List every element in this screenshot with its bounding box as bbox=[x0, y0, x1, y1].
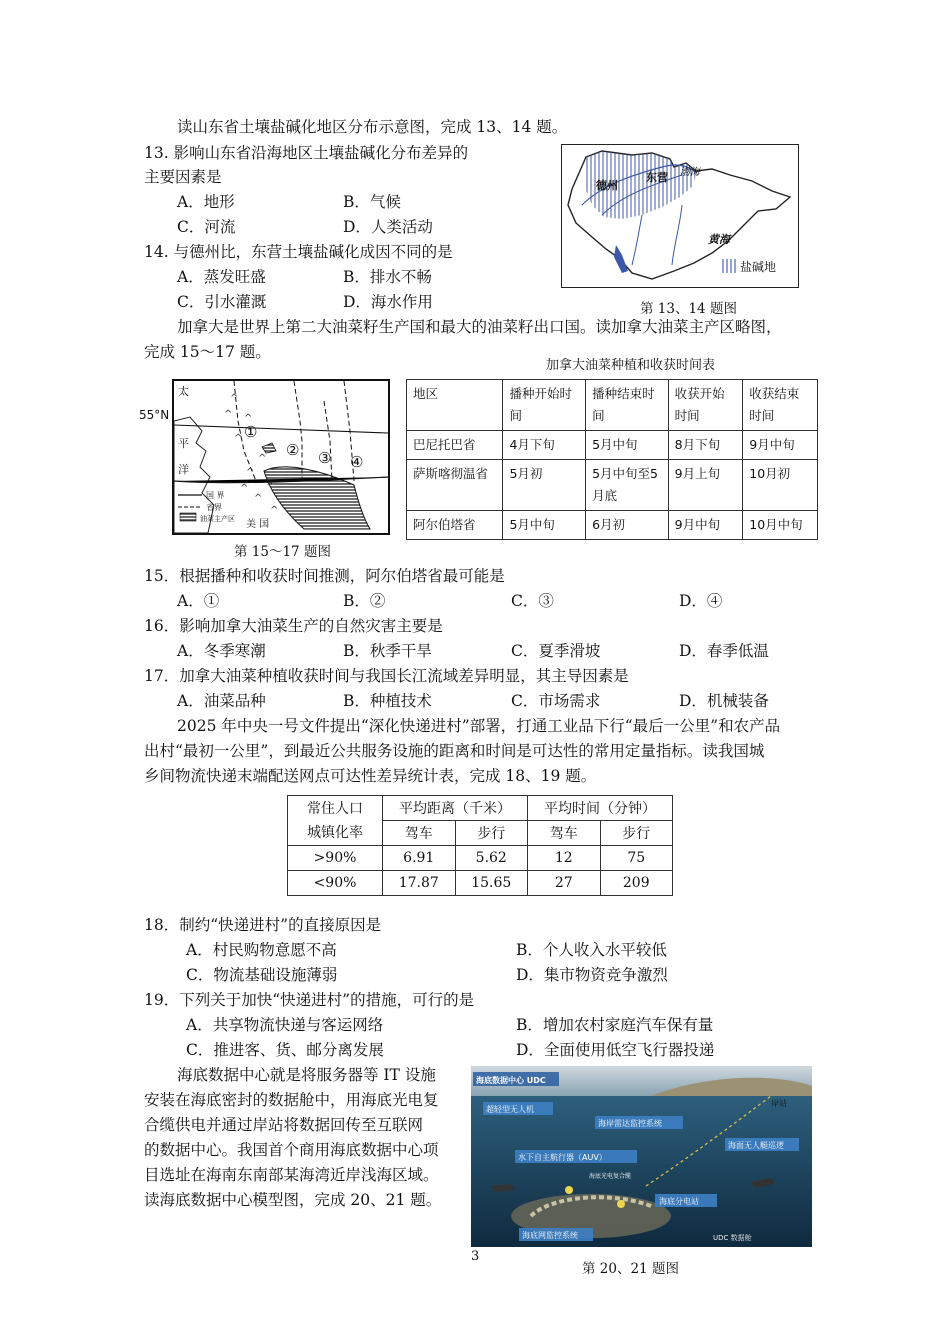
table-cell: 5月初 bbox=[503, 460, 586, 511]
photo-label-monitor: 海底网监控系统 bbox=[522, 1231, 578, 1240]
shandong-saline-map bbox=[561, 144, 799, 288]
table-cell: 5月中旬至5月底 bbox=[586, 460, 669, 511]
table1-header-cell: 地区 bbox=[407, 380, 503, 431]
lat-55n-label: 55°N bbox=[139, 408, 170, 422]
canada-rapeseed-map bbox=[172, 379, 390, 535]
photo-label-usv: 海面无人艇巡逻 bbox=[728, 1141, 784, 1150]
table2-rate-header bbox=[288, 796, 383, 846]
table-cell: 5月中旬 bbox=[503, 511, 586, 540]
table1-title: 加拿大油菜种植和收获时间表 bbox=[546, 358, 716, 373]
legend-rapeseed-label: 油菜主产区 bbox=[200, 515, 235, 523]
q14-option-a: A．蒸发旺盛 bbox=[177, 268, 266, 286]
table1-header-row bbox=[407, 380, 818, 431]
q16-option-c: C．夏季滑坡 bbox=[511, 642, 601, 660]
q17-option-d: D．机械装备 bbox=[679, 692, 769, 710]
huanghai-label: 黄海 bbox=[708, 233, 730, 246]
svg-text:^: ^ bbox=[224, 409, 233, 420]
q13-option-a: A．地形 bbox=[177, 193, 235, 211]
q16-stem: 16．影响加拿大油菜生产的自然灾害主要是 bbox=[144, 617, 443, 635]
table-cell: 209 bbox=[600, 871, 673, 896]
svg-text:^: ^ bbox=[258, 453, 267, 464]
q16-option-b: B．秋季干旱 bbox=[343, 642, 432, 660]
photo-caption: 第 20、21 题图 bbox=[582, 1261, 679, 1277]
intro-20-21-line3: 合缆供电并通过岸站将数据回传至互联网 bbox=[144, 1116, 424, 1134]
q15-option-c: C．③ bbox=[511, 592, 554, 610]
intro-20-21-line1: 海底数据中心就是将服务器等 IT 设施 bbox=[177, 1066, 436, 1084]
table-row bbox=[407, 511, 818, 540]
table-cell: 17.87 bbox=[383, 871, 456, 896]
table-row bbox=[407, 431, 818, 460]
table-cell: <90% bbox=[288, 871, 383, 896]
table-cell: 9月上旬 bbox=[668, 460, 743, 511]
q17-option-c: C．市场需求 bbox=[511, 692, 601, 710]
table2-rate-header-line2: 城镇化率 bbox=[307, 824, 363, 841]
q17-option-a: A．油菜品种 bbox=[177, 692, 266, 710]
svg-text:^: ^ bbox=[244, 413, 253, 424]
q13-option-d: D．人类活动 bbox=[343, 218, 433, 236]
table1-header-cell: 播种开始时间 bbox=[503, 380, 586, 431]
bohai-label: 渤海 bbox=[680, 167, 700, 178]
rapeseed-schedule-table bbox=[406, 379, 818, 540]
q17-option-b: B．种植技术 bbox=[343, 692, 432, 710]
table-cell: 阿尔伯塔省 bbox=[407, 511, 503, 540]
table-row bbox=[407, 460, 818, 511]
q19-option-c: C．推进客、货、邮分离发展 bbox=[186, 1041, 384, 1059]
ocean-label-1: 太 bbox=[178, 385, 189, 398]
svg-text:^: ^ bbox=[240, 483, 249, 494]
table-cell: 27 bbox=[528, 871, 601, 896]
datacenter-illustration bbox=[471, 1066, 812, 1247]
canada-map-graphic bbox=[174, 381, 388, 533]
table-cell: 4月下旬 bbox=[503, 431, 586, 460]
q14-option-c: C．引水灌溉 bbox=[177, 293, 267, 311]
map2-caption: 第 15～17 题图 bbox=[234, 544, 331, 560]
q16-option-d: D．春季低温 bbox=[679, 642, 769, 660]
photo-label-cable: 海底光电复合缆 bbox=[589, 1173, 632, 1180]
intro-20-21-line2: 安装在海底密封的数据舱中，用海底光电复 bbox=[144, 1091, 439, 1109]
photo-label-drone: 超轻型无人机 bbox=[486, 1105, 534, 1114]
table-cell: 6.91 bbox=[383, 846, 456, 871]
table1-header-cell: 收获开始时间 bbox=[668, 380, 743, 431]
region-2-label: ② bbox=[286, 441, 300, 459]
intro-20-21-line6: 读海底数据中心模型图，完成 20、21 题。 bbox=[144, 1191, 442, 1209]
ocean-label-3: 洋 bbox=[178, 463, 189, 476]
q19-option-d: D．全面使用低空飞行器投递 bbox=[516, 1041, 715, 1059]
q14-stem: 14. 与德州比，东营土壤盐碱化成因不同的是 bbox=[144, 243, 453, 261]
photo-label-radar: 海岸雷达监控系统 bbox=[598, 1119, 662, 1128]
svg-text:^: ^ bbox=[266, 481, 275, 492]
table2-sub-header: 步行 bbox=[455, 821, 528, 846]
shandong-map-graphic bbox=[562, 145, 798, 287]
q13-stem-line1: 13. 影响山东省沿海地区土壤盐碱化分布差异的 bbox=[144, 144, 469, 162]
q13-option-c: C．河流 bbox=[177, 218, 236, 236]
table1-header-cell: 播种结束时间 bbox=[586, 380, 669, 431]
intro-20-21-line4: 的数据中心。我国首个商用海底数据中心项 bbox=[144, 1141, 439, 1159]
q15-option-b: B．② bbox=[343, 592, 386, 610]
table1-header-cell: 收获结束时间 bbox=[743, 380, 818, 431]
q19-option-b: B．增加农村家庭汽车保有量 bbox=[516, 1016, 714, 1034]
table-cell: 9月中旬 bbox=[668, 511, 743, 540]
intro-18-19-line3: 乡间物流快递末端配送网点可达性差异统计表，完成 18、19 题。 bbox=[144, 767, 597, 785]
legend-saline-swatch bbox=[722, 259, 736, 273]
photo-label-auv: 水下自主航行器（AUV） bbox=[518, 1153, 607, 1162]
table2-rate-header-line1: 常住人口 bbox=[307, 800, 363, 817]
photo-label-udc: UDC 数据舱 bbox=[713, 1234, 752, 1242]
photo-title: 海底数据中心 UDC bbox=[476, 1076, 546, 1085]
intro-20-21-line5: 目选址在海南东南部某海湾近岸浅海区域。 bbox=[144, 1166, 439, 1184]
svg-text:^: ^ bbox=[270, 505, 279, 516]
table-cell: 10月初 bbox=[743, 460, 818, 511]
photo-label-substation: 海底分电站 bbox=[659, 1197, 699, 1206]
region-1-label: ① bbox=[244, 423, 258, 441]
intro-15-17-line2: 完成 15～17 题。 bbox=[144, 343, 271, 361]
underwater-datacenter-photo bbox=[471, 1066, 812, 1247]
dongying-label: 东营 bbox=[646, 171, 668, 184]
table-row bbox=[288, 846, 673, 871]
dezhou-label: 德州 bbox=[596, 179, 618, 192]
legend-province-label: 省界 bbox=[206, 503, 222, 512]
table-cell: 萨斯喀彻温省 bbox=[407, 460, 503, 511]
svg-text:^: ^ bbox=[234, 433, 243, 444]
table-cell: 9月中旬 bbox=[743, 431, 818, 460]
table2-sub-header: 驾车 bbox=[528, 821, 601, 846]
q14-option-d: D．海水作用 bbox=[343, 293, 433, 311]
intro-18-19-line2: 出村“最初一公里”，到最近公共服务设施的距离和时间是可达性的常用定量指标。读我国城 bbox=[144, 742, 765, 760]
q13-stem-line2: 主要因素是 bbox=[144, 168, 222, 186]
table2-distance-header: 平均距离（千米） bbox=[383, 796, 528, 821]
table-cell: 8月下旬 bbox=[668, 431, 743, 460]
table-cell: 15.65 bbox=[455, 871, 528, 896]
intro-18-19-line1: 2025 年中央一号文件提出“深化快递进村”部署，打通工业品下行“最后一公里”和农产品 bbox=[177, 717, 781, 735]
table2-sub-header: 步行 bbox=[600, 821, 673, 846]
table-row bbox=[288, 871, 673, 896]
map1-caption: 第 13、14 题图 bbox=[640, 301, 737, 317]
q16-option-a: A．冬季寒潮 bbox=[177, 642, 266, 660]
legend-saline-label: 盐碱地 bbox=[740, 260, 777, 274]
legend-border-label: 国 界 bbox=[206, 491, 225, 500]
svg-text:^: ^ bbox=[246, 467, 255, 478]
table-cell: >90% bbox=[288, 846, 383, 871]
table-cell: 12 bbox=[528, 846, 601, 871]
q18-option-a: A．村民购物意愿不高 bbox=[186, 941, 337, 959]
q15-stem: 15．根据播种和收获时间推测，阿尔伯塔省最可能是 bbox=[144, 567, 505, 585]
intro-13-14: 读山东省土壤盐碱化地区分布示意图，完成 13、14 题。 bbox=[177, 118, 568, 136]
q18-option-c: C．物流基础设施薄弱 bbox=[186, 966, 338, 984]
q19-stem: 19．下列关于加快“快递进村”的措施，可行的是 bbox=[144, 991, 475, 1009]
svg-text:^: ^ bbox=[254, 493, 263, 504]
table-cell: 巴尼托巴省 bbox=[407, 431, 503, 460]
page-number: 3 bbox=[471, 1249, 480, 1264]
table-cell: 5月中旬 bbox=[586, 431, 669, 460]
q15-option-d: D．④ bbox=[679, 592, 723, 610]
photo-shore-label: 岸站 bbox=[771, 1099, 787, 1108]
q15-option-a: A．① bbox=[177, 592, 220, 610]
q14-option-b: B．排水不畅 bbox=[343, 268, 432, 286]
table-cell: 5.62 bbox=[455, 846, 528, 871]
svg-text:^: ^ bbox=[230, 393, 239, 404]
table-cell: 10月中旬 bbox=[743, 511, 818, 540]
q18-option-b: B．个人收入水平较低 bbox=[516, 941, 667, 959]
q18-stem: 18．制约“快递进村”的直接原因是 bbox=[144, 916, 382, 934]
table-cell: 6月初 bbox=[586, 511, 669, 540]
table2-sub-header: 驾车 bbox=[383, 821, 456, 846]
usa-label: 美 国 bbox=[246, 519, 270, 530]
region-3-label: ③ bbox=[318, 449, 332, 467]
ocean-label-2: 平 bbox=[178, 437, 189, 450]
q17-stem: 17．加拿大油菜种植收获时间与我国长江流域差异明显，其主导因素是 bbox=[144, 667, 629, 685]
region-4-label: ④ bbox=[350, 453, 364, 471]
intro-15-17-line1: 加拿大是世界上第二大油菜籽生产国和最大的油菜籽出口国。读加拿大油菜主产区略图， bbox=[177, 318, 782, 336]
q13-option-b: B．气候 bbox=[343, 193, 401, 211]
q19-option-a: A．共享物流快递与客运网络 bbox=[186, 1016, 384, 1034]
delivery-accessibility-table bbox=[287, 795, 673, 896]
table-cell: 75 bbox=[600, 846, 673, 871]
table2-time-header: 平均时间（分钟） bbox=[528, 796, 673, 821]
q18-option-d: D．集市物资竞争激烈 bbox=[516, 966, 668, 984]
